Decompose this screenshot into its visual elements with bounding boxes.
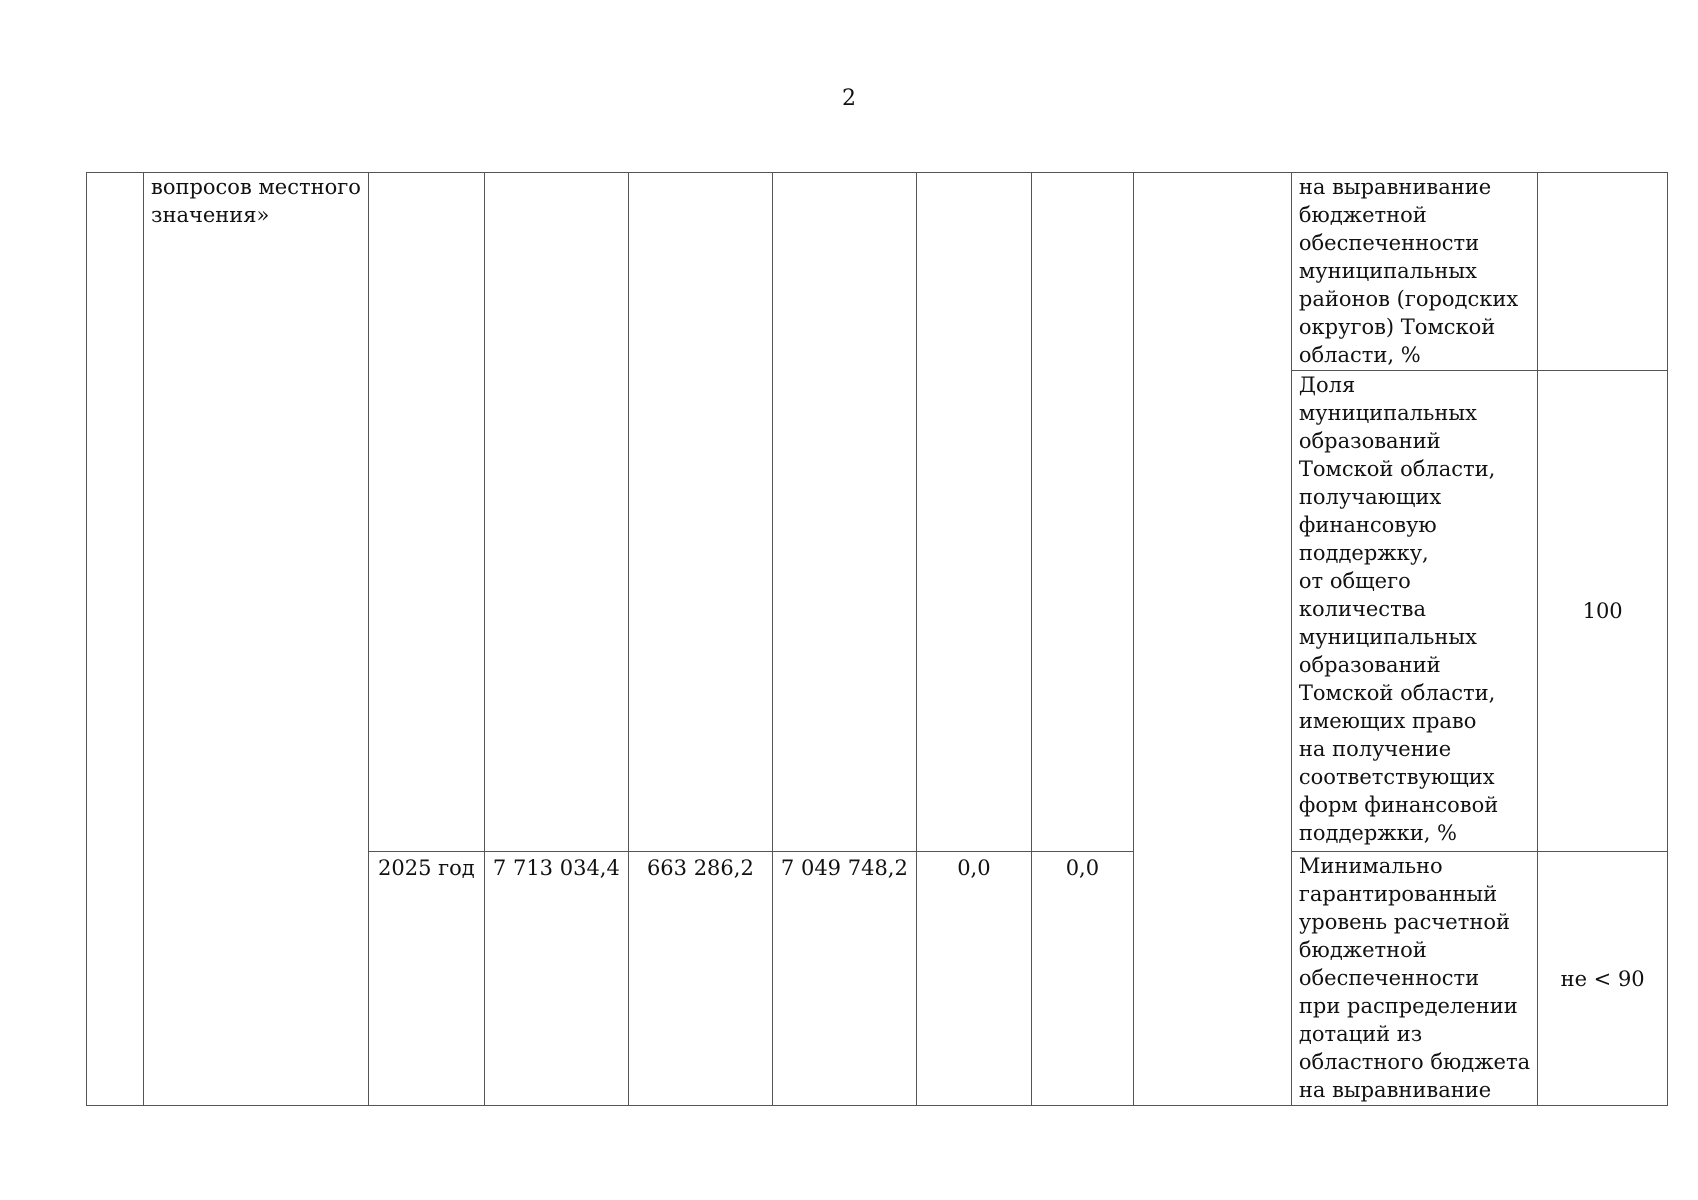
program-table xyxy=(86,172,1668,1106)
indicator-line: на выравнивание xyxy=(1298,175,1492,199)
indicator-line: финансовую xyxy=(1298,513,1437,537)
indicator-line: форм финансовой xyxy=(1298,793,1499,817)
indicator-line: уровень расчетной xyxy=(1298,910,1510,934)
indicator-cell xyxy=(1291,371,1537,852)
indicator-line: области, % xyxy=(1298,343,1421,367)
indicator-line: гарантированный xyxy=(1298,882,1498,906)
indicator-line: имеющих право xyxy=(1298,709,1477,733)
indicator-line: бюджетной xyxy=(1298,938,1427,962)
indicator-value-cell: не < 90 xyxy=(1538,852,1668,1106)
indicator-cell xyxy=(1291,852,1537,1106)
indicator-line: при распределении xyxy=(1298,994,1518,1018)
row-number-cell xyxy=(87,173,144,1106)
indicator-line: Доля xyxy=(1298,373,1356,397)
indicator-line: образований xyxy=(1298,429,1441,453)
page-number: 2 xyxy=(842,86,856,111)
task-description-cell xyxy=(144,173,369,1106)
indicator-line: муниципальных xyxy=(1298,625,1477,649)
indicator-line: областного бюджета xyxy=(1298,1050,1531,1074)
indicator-line: соответствующих xyxy=(1298,765,1495,789)
indicator-line: обеспеченности xyxy=(1298,966,1480,990)
indicator-line: поддержки, % xyxy=(1298,821,1458,845)
other-cell: 0,0 xyxy=(1031,852,1133,1106)
task-description-line: значения» xyxy=(151,203,270,227)
indicator-line: образований xyxy=(1298,653,1441,677)
local-cell-empty xyxy=(916,173,1031,852)
indicator-line: муниципальных xyxy=(1298,259,1477,283)
indicator-line: Томской области, xyxy=(1298,457,1496,481)
regional-cell-empty xyxy=(772,173,916,852)
indicator-line: Минимально xyxy=(1298,854,1443,878)
indicator-line: получающих xyxy=(1298,485,1442,509)
indicator-line: Томской области, xyxy=(1298,681,1496,705)
table-row xyxy=(87,173,1668,371)
local-cell: 0,0 xyxy=(916,852,1031,1106)
indicator-line: муниципальных xyxy=(1298,401,1477,425)
federal-cell-empty xyxy=(628,173,772,852)
regional-cell: 7 049 748,2 xyxy=(772,852,916,1106)
federal-cell: 663 286,2 xyxy=(628,852,772,1106)
year-cell-empty xyxy=(368,173,484,852)
total-cell: 7 713 034,4 xyxy=(484,852,628,1106)
indicator-line: от общего xyxy=(1298,569,1411,593)
indicator-value-cell xyxy=(1538,173,1668,371)
other-cell-empty xyxy=(1031,173,1133,852)
indicator-value-cell: 100 xyxy=(1538,371,1668,852)
indicator-line: дотаций из xyxy=(1298,1022,1423,1046)
indicator-line: поддержку, xyxy=(1298,541,1429,565)
responsible-cell xyxy=(1133,173,1291,1106)
indicator-cell xyxy=(1291,173,1537,371)
indicator-line: районов (городских xyxy=(1298,287,1519,311)
indicator-line: округов) Томской xyxy=(1298,315,1496,339)
indicator-line: количества xyxy=(1298,597,1427,621)
year-cell: 2025 год xyxy=(368,852,484,1106)
task-description-line: вопросов местного xyxy=(151,175,361,199)
total-cell-empty xyxy=(484,173,628,852)
indicator-line: на выравнивание xyxy=(1298,1078,1492,1102)
indicator-line: на получение xyxy=(1298,737,1452,761)
indicator-line: бюджетной xyxy=(1298,203,1427,227)
indicator-line: обеспеченности xyxy=(1298,231,1480,255)
